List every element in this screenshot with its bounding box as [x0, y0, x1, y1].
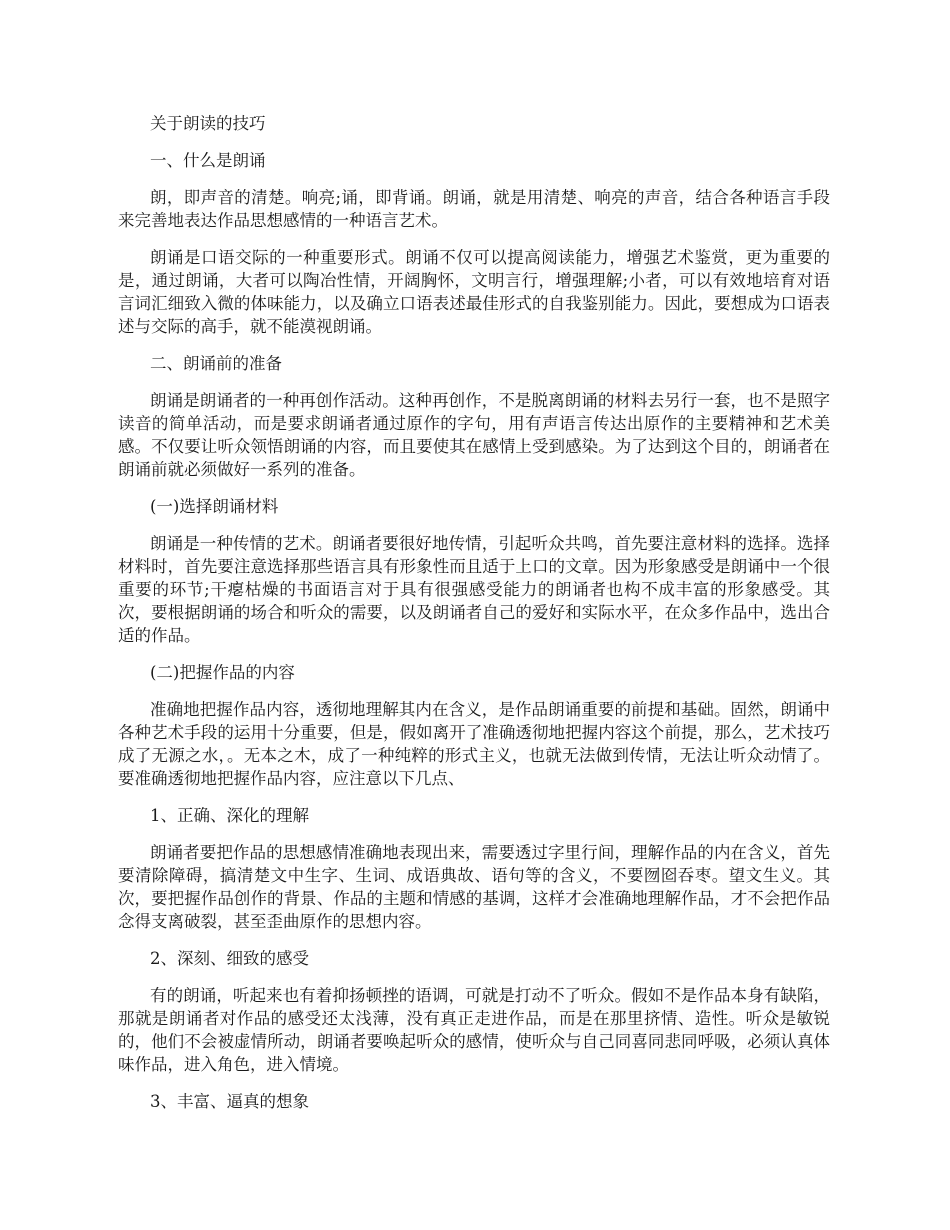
item-heading-understanding: 1、正确、深化的理解 — [150, 806, 309, 825]
subsection-heading-grasp-content: (二)把握作品的内容 — [150, 663, 295, 682]
document-body — [118, 112, 830, 1127]
paragraph-feeling: 有的朗诵，听起来也有着抑扬顿挫的语调，可就是打动不了听众。假如不是作品本身有缺陷，那就是朗诵者对作品的感受还太浅薄，没有真正走进作品，而是在那里挤情、造性。听众是敏锐的，他们不会被虚情所动，朗诵者要唤起听众的感情，使听众与自己同喜同悲同呼吸，必须认真体味作品，进入角色，进入情境。 — [118, 986, 830, 1074]
section-heading-preparation: 二、朗诵前的准备 — [150, 354, 282, 373]
item-heading-feeling: 2、深刻、细致的感受 — [150, 949, 309, 968]
paragraph-understanding: 朗诵者要把作品的思想感情准确地表现出来，需要透过字里行间，理解作品的内在含义，首先要清除障碍，搞清楚文中生字、生词、成语典故、语句等的含义，不要囫囵吞枣。望文生义。其次，要把握作品创作的背景、作品的主题和情感的基调，这样才会准确地理解作品，才不会把作品念得支离破裂，甚至歪曲原作的思想内容。 — [118, 843, 830, 931]
paragraph-importance: 朗诵是口语交际的一种重要形式。朗诵不仅可以提高阅读能力，增强艺术鉴赏，更为重要的是，通过朗诵，大者可以陶冶性情，开阔胸怀，文明言行，增强理解;小者，可以有效地培育对语言词汇细致入微的体味能力，以及确立口语表述最佳形式的自我鉴别能力。因此，要想成为口语表述与交际的高手，就不能漠视朗诵。 — [118, 248, 830, 336]
paragraph-recreation: 朗诵是朗诵者的一种再创作活动。这种再创作，不是脱离朗诵的材料去另行一套，也不是照字读音的简单活动，而是要求朗诵者通过原作的字句，用有声语言传达出原作的主要精神和艺术美感。不仅要让听众领悟朗诵的内容，而且要使其在感情上受到感染。为了达到这个目的，朗诵者在朗诵前就必须做好一系列的准备。 — [118, 391, 830, 479]
section-heading-what-is-recitation: 一、什么是朗诵 — [150, 151, 266, 170]
paragraph-grasp-content: 准确地把握作品内容，透彻地理解其内在含义，是作品朗诵重要的前提和基础。固然，朗诵中各种艺术手段的运用十分重要，但是，假如离开了准确透彻地把握内容这个前提，那么，艺术技巧成了无源之水，。无本之木，成了一种纯粹的形式主义，也就无法做到传情，无法让听众动情了。要准确透彻地把握作品内容，应注意以下几点、 — [118, 700, 830, 788]
subsection-heading-choose-material: (一)选择朗诵材料 — [150, 497, 279, 516]
paragraph-definition: 朗，即声音的清楚。响亮;诵，即背诵。朗诵，就是用清楚、响亮的声音，结合各种语言手段来完善地表达作品思想感情的一种语言艺术。 — [118, 188, 830, 230]
item-heading-imagination: 3、丰富、逼真的想象 — [150, 1092, 309, 1111]
document-title: 关于朗读的技巧 — [150, 114, 266, 133]
paragraph-choose-material: 朗诵是一种传情的艺术。朗诵者要很好地传情，引起听众共鸣，首先要注意材料的选择。选择材料时，首先要注意选择那些语言具有形象性而且适于上口的文章。因为形象感受是朗诵中一个很重要的环节;干瘪枯燥的书面语言对于具有很强感受能力的朗诵者也构不成丰富的形象感受。其次，要根据朗诵的场合和听众的需要，以及朗诵者自己的爱好和实际水平，在众多作品中，选出合适的作品。 — [118, 534, 830, 645]
